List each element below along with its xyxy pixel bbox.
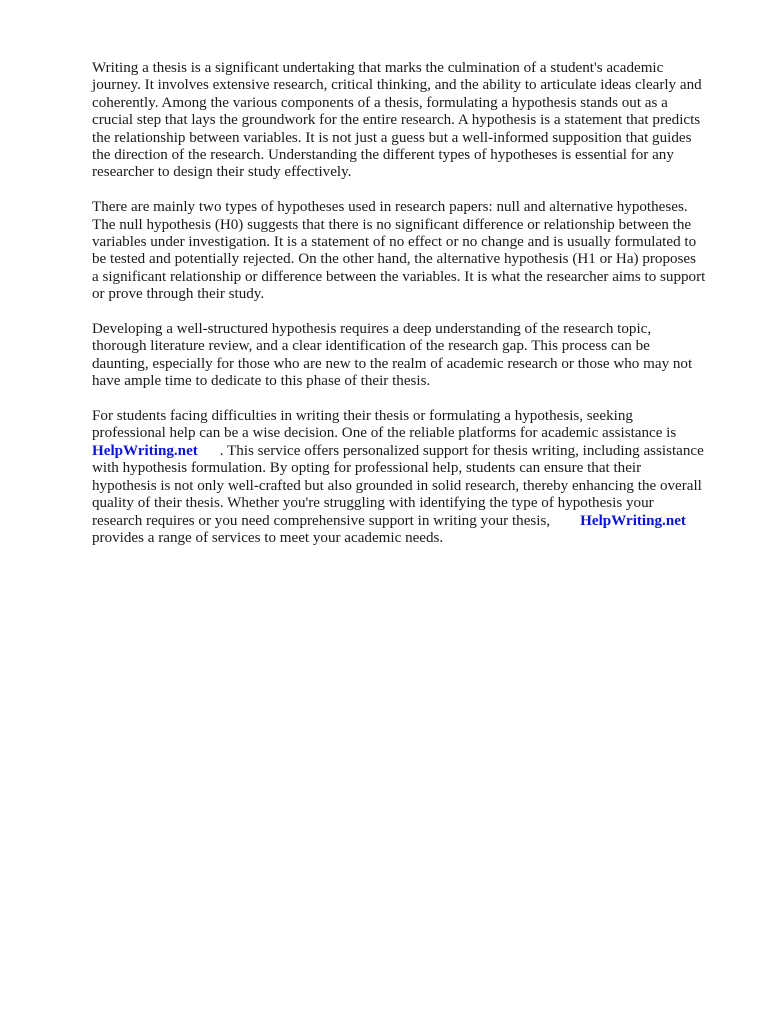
text-line: professional help can be a wise decision. One of the reliable platforms for academic assistance is — [92, 425, 677, 442]
text-line: Developing a well-structured hypothesis requires a deep understanding of the research topic, — [92, 321, 652, 338]
paragraph-thesis-intro — [92, 60, 724, 182]
text-segment: research requires or you need comprehensive support in writing your thesis, — [92, 512, 551, 529]
helpwriting-link[interactable]: HelpWriting.net — [92, 442, 198, 459]
text-line: There are mainly two types of hypotheses used in research papers: null and alternative hypotheses. — [92, 199, 688, 216]
text-line: have ample time to dedicate to this phase of their thesis. — [92, 373, 431, 390]
text-line: or prove through their study. — [92, 286, 265, 303]
text-line: the relationship between variables. It is not just a guess but a well-informed supposition that guides — [92, 129, 692, 146]
text-line: provides a range of services to meet your academic needs. — [92, 529, 444, 546]
helpwriting-link[interactable]: HelpWriting.net — [580, 512, 686, 529]
paragraph-developing-hypothesis — [92, 321, 724, 391]
text-line: The null hypothesis (H0) suggests that there is no significant difference or relationship between the — [92, 216, 692, 233]
text-line: with hypothesis formulation. By opting for professional help, students can ensure that their — [92, 460, 642, 477]
text-line: Writing a thesis is a significant undertaking that marks the culmination of a student's academic — [92, 60, 664, 76]
text-line: quality of their thesis. Whether you're struggling with identifying the type of hypothesis your — [92, 495, 654, 512]
text-line: researcher to design their study effectively. — [92, 164, 352, 181]
text-line: a significant relationship or difference between the variables. It is what the researcher aims to support — [92, 268, 706, 285]
text-line-with-link — [92, 443, 724, 460]
paragraph-professional-help — [92, 408, 724, 547]
text-line: daunting, especially for those who are new to the realm of academic research or those who may not — [92, 355, 693, 372]
text-segment: . This service offers personalized support for thesis writing, including assistance — [219, 442, 704, 459]
text-line: be tested and potentially rejected. On the other hand, the alternative hypothesis (H1 or Ha) proposes — [92, 251, 696, 268]
text-line: journey. It involves extensive research, critical thinking, and the ability to articulate ideas clearly and — [92, 77, 702, 94]
text-line: hypothesis is not only well-crafted but also grounded in solid research, thereby enhancing the overall — [92, 477, 702, 494]
text-line: thorough literature review, and a clear identification of the research gap. This process can be — [92, 338, 650, 355]
text-line: the direction of the research. Understanding the different types of hypotheses is essential for any — [92, 147, 674, 164]
document-body — [92, 60, 724, 565]
text-line-with-link — [92, 513, 724, 530]
text-line: crucial step that lays the groundwork for the entire research. A hypothesis is a statement that predicts — [92, 112, 701, 129]
text-line: For students facing difficulties in writing their thesis or formulating a hypothesis, seeking — [92, 408, 633, 425]
text-line: variables under investigation. It is a statement of no effect or no change and is usually formulated to — [92, 234, 697, 251]
text-line: coherently. Among the various components of a thesis, formulating a hypothesis stands out as a — [92, 94, 668, 111]
paragraph-hypothesis-types — [92, 199, 724, 303]
